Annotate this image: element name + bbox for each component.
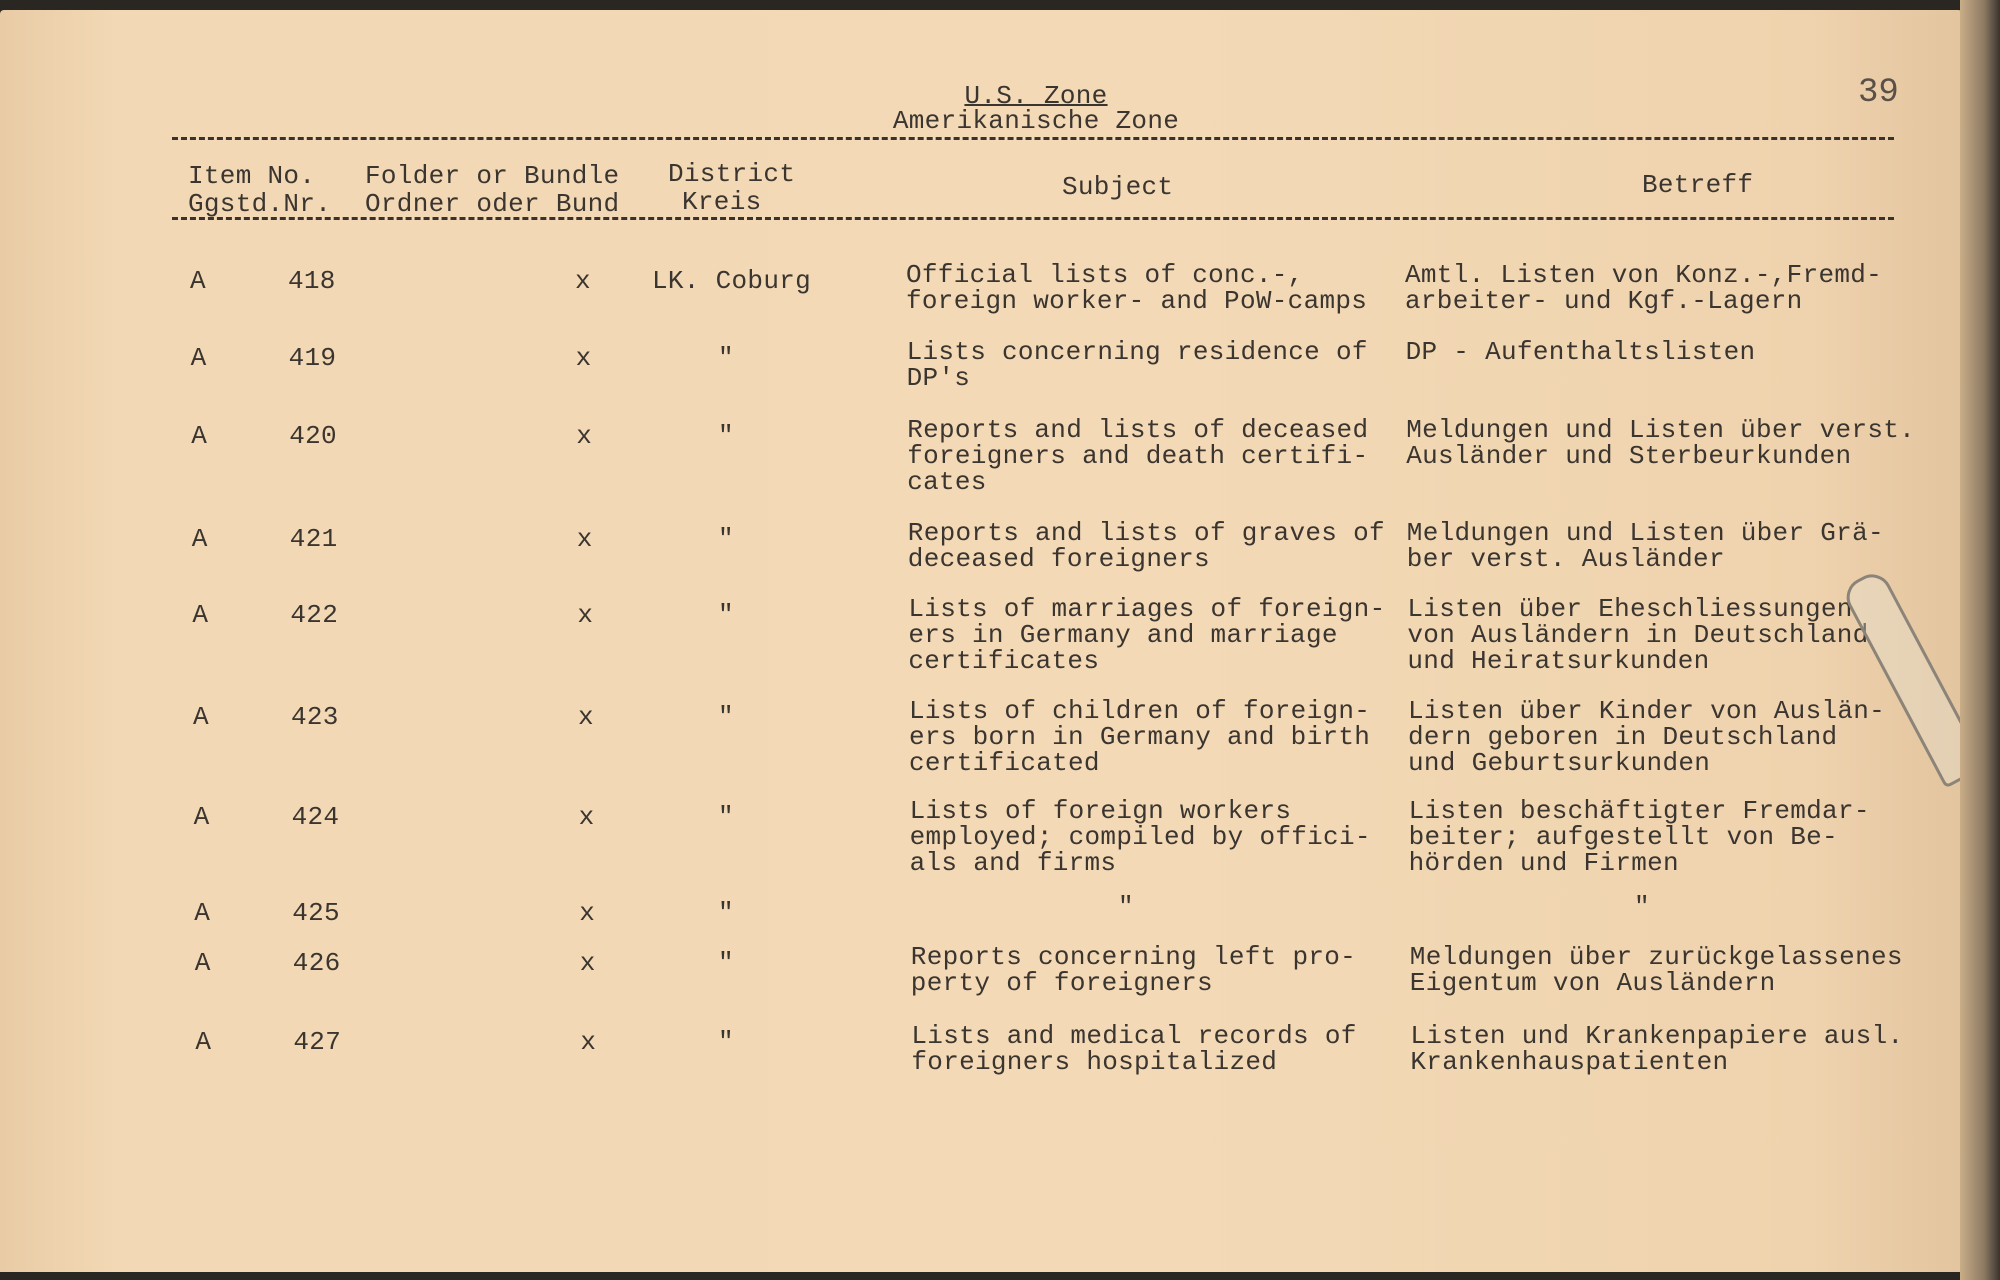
cell-letter: A (191, 524, 208, 554)
cell-betreff: Amtl. Listen von Konz.-,Fremd- arbeiter- und Kgf.-Lagern (1405, 260, 1883, 316)
cell-letter: A (193, 802, 210, 832)
cell-district: " (718, 600, 734, 630)
cell-subject: Lists of foreign workers employed; compiled by offici- als and firms (909, 796, 1371, 878)
cell-district: " (718, 1027, 734, 1057)
cell-betreff: Listen über Eheschliessungen von Ausländern in Deutschland und Heiratsurkunden (1407, 594, 1869, 676)
cell-number: 421 (289, 524, 338, 554)
cell-betreff: Listen und Krankenpapiere ausl. Krankenhauspatienten (1410, 1021, 1904, 1077)
cell-betreff: Meldungen über zurückgelassenes Eigentum von Ausländern (1409, 942, 1903, 998)
cell-folder: x (577, 600, 594, 630)
cell-folder: x (578, 802, 595, 832)
cell-subject: Reports concerning left pro- perty of foreigners (910, 942, 1357, 998)
cell-betreff: " (1634, 892, 1650, 922)
cell-district: " (718, 343, 734, 373)
cell-folder: x (578, 702, 594, 732)
col-subject: Subject (1062, 172, 1174, 202)
cell-letter: A (194, 948, 211, 978)
cell-folder: x (576, 421, 593, 451)
cell-folder: x (576, 524, 593, 554)
cell-folder: x (575, 343, 592, 373)
cell-number: 418 (288, 266, 336, 296)
cell-district: " (718, 802, 734, 832)
cell-number: 426 (292, 948, 341, 978)
cell-betreff: DP - Aufenthaltslisten (1405, 337, 1756, 367)
cell-folder: x (580, 1027, 597, 1057)
header-divider-bottom (172, 217, 1894, 220)
cell-letter: A (191, 421, 208, 451)
cell-letter: A (194, 898, 211, 928)
cell-subject: Reports and lists of deceased foreigners and death certifi- cates (907, 415, 1369, 497)
cell-number: 419 (288, 343, 337, 373)
cell-subject: Lists concerning residence of DP's (906, 337, 1368, 393)
cell-district: " (718, 421, 734, 451)
cell-subject: " (1118, 892, 1134, 922)
cell-subject: Lists of children of foreign- ers born in Germany and birth certificated (909, 696, 1371, 778)
cell-betreff: Meldungen und Listen über verst. Ausländer und Sterbeurkunden (1406, 415, 1916, 471)
col-betreff: Betreff (1642, 170, 1754, 200)
page-number: 39 (1858, 74, 1899, 112)
cell-betreff: Listen über Kinder von Auslän- dern geboren in Deutschland und Geburtsurkunden (1408, 696, 1886, 778)
cell-district: " (718, 702, 734, 732)
cell-district: " (718, 898, 734, 928)
cell-folder: x (579, 948, 596, 978)
cell-subject: Reports and lists of graves of deceased foreigners (907, 518, 1385, 574)
cell-district: " (718, 524, 734, 554)
header-divider-top (172, 137, 1894, 140)
col-item-en: Item No. (188, 161, 316, 191)
cell-subject: Official lists of conc.-, foreign worker- and PoW-camps (906, 260, 1368, 316)
cell-number: 424 (291, 802, 340, 832)
cell-number: 422 (290, 600, 339, 630)
col-district-en: District (668, 159, 796, 189)
cell-number: 427 (293, 1027, 342, 1057)
cell-letter: A (190, 266, 206, 296)
col-folder-de: Ordner oder Bund (365, 189, 620, 219)
zone-title-en: U.S. Zone (964, 81, 1108, 111)
cell-district: " (718, 948, 734, 978)
cell-betreff: Meldungen und Listen über Grä- ber verst. Ausländer (1406, 518, 1884, 574)
cell-folder: x (579, 898, 596, 928)
cell-letter: A (190, 343, 207, 373)
zone-title-de: Amerikanische Zone (892, 106, 1180, 136)
cell-letter: A (193, 702, 209, 732)
cell-letter: A (192, 600, 209, 630)
cell-district: LK. Coburg (652, 266, 812, 296)
cell-number: 425 (292, 898, 340, 928)
cell-letter: A (195, 1027, 212, 1057)
cell-betreff: Listen beschäftigter Fremdar- beiter; aufgestellt von Be- hörden und Firmen (1408, 796, 1870, 878)
cell-number: 423 (291, 702, 339, 732)
col-folder-en: Folder or Bundle (365, 161, 620, 191)
cell-subject: Lists of marriages of foreign- ers in Germany and marriage certificates (908, 594, 1386, 676)
page-edge (1960, 0, 2000, 1280)
col-item-de: Ggstd.Nr. (188, 189, 332, 219)
document-page (0, 10, 1968, 1272)
col-district-de: Kreis (682, 187, 762, 217)
cell-folder: x (575, 266, 591, 296)
cell-number: 420 (289, 421, 337, 451)
cell-subject: Lists and medical records of foreigners hospitalized (911, 1021, 1357, 1077)
